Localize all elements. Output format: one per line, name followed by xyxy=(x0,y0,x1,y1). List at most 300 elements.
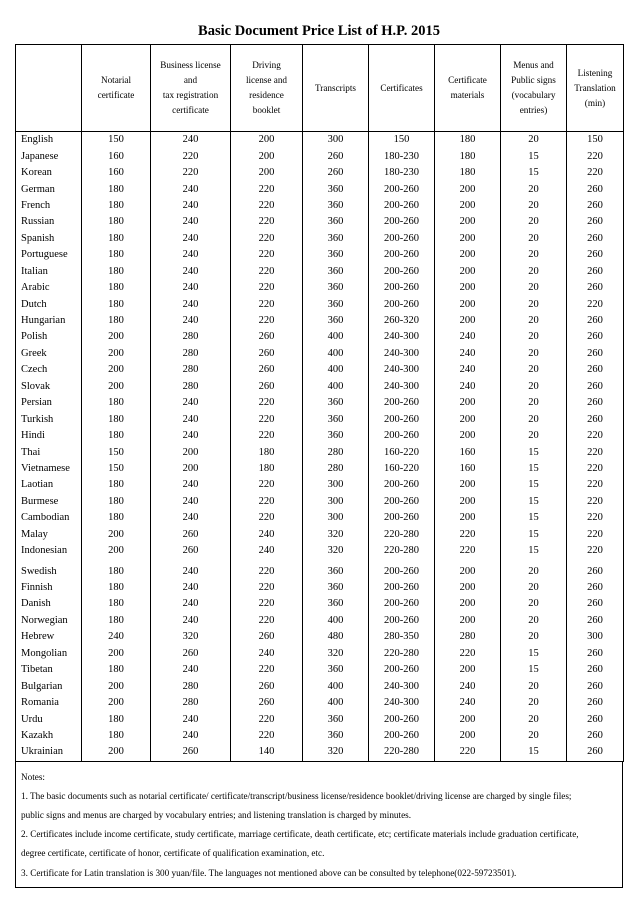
price-cell: 180 xyxy=(82,711,151,727)
price-cell: 200-260 xyxy=(369,510,435,526)
price-table xyxy=(15,44,624,762)
price-cell: 200 xyxy=(435,580,501,596)
table-row xyxy=(16,411,624,427)
language-cell: Thai xyxy=(16,444,82,460)
price-cell: 300 xyxy=(303,510,369,526)
price-cell: 320 xyxy=(303,527,369,543)
header-cell: Transcripts xyxy=(303,45,369,132)
price-cell: 260 xyxy=(567,247,624,263)
price-cell: 240-300 xyxy=(369,379,435,395)
price-cell: 160-220 xyxy=(369,461,435,477)
price-cell: 180 xyxy=(435,132,501,149)
price-cell: 20 xyxy=(501,395,567,411)
table-row xyxy=(16,231,624,247)
price-cell: 240 xyxy=(151,428,231,444)
price-cell: 150 xyxy=(82,461,151,477)
table-row xyxy=(16,444,624,460)
price-cell: 20 xyxy=(501,362,567,378)
price-cell: 360 xyxy=(303,411,369,427)
table-body xyxy=(16,132,624,762)
price-cell: 200-260 xyxy=(369,411,435,427)
price-cell: 20 xyxy=(501,198,567,214)
price-cell: 20 xyxy=(501,629,567,645)
table-row xyxy=(16,728,624,744)
price-cell: 200 xyxy=(435,296,501,312)
price-cell: 180-230 xyxy=(369,148,435,164)
price-cell: 220 xyxy=(231,613,303,629)
price-cell: 220 xyxy=(231,247,303,263)
price-cell: 360 xyxy=(303,214,369,230)
price-cell: 220 xyxy=(231,231,303,247)
price-cell: 200 xyxy=(435,313,501,329)
price-cell: 200-260 xyxy=(369,613,435,629)
page-title: Basic Document Price List of H.P. 2015 xyxy=(198,23,440,39)
language-cell: Dutch xyxy=(16,296,82,312)
price-cell: 220-280 xyxy=(369,646,435,662)
price-cell: 260 xyxy=(567,559,624,579)
language-cell: Urdu xyxy=(16,711,82,727)
price-cell: 260 xyxy=(567,695,624,711)
price-cell: 20 xyxy=(501,264,567,280)
price-cell: 180 xyxy=(82,662,151,678)
language-cell: Portuguese xyxy=(16,247,82,263)
price-cell: 180 xyxy=(82,247,151,263)
price-cell: 240 xyxy=(435,379,501,395)
price-cell: 240 xyxy=(435,329,501,345)
price-cell: 200 xyxy=(435,198,501,214)
price-cell: 240 xyxy=(151,580,231,596)
price-cell: 260 xyxy=(567,711,624,727)
language-cell: Tibetan xyxy=(16,662,82,678)
price-cell: 220 xyxy=(231,596,303,612)
price-cell: 180 xyxy=(82,596,151,612)
price-cell: 200 xyxy=(82,543,151,559)
price-cell: 240 xyxy=(231,646,303,662)
price-cell: 15 xyxy=(501,444,567,460)
price-cell: 200 xyxy=(82,527,151,543)
price-cell: 220 xyxy=(231,296,303,312)
price-cell: 20 xyxy=(501,695,567,711)
price-cell: 220 xyxy=(231,198,303,214)
price-cell: 220 xyxy=(567,494,624,510)
price-cell: 240 xyxy=(151,280,231,296)
note-line: 2. Certificates include income certificate, study certificate, marriage certificate, death certificate, etc; certificate materials include graduation certificate, xyxy=(21,829,579,840)
price-cell: 360 xyxy=(303,580,369,596)
price-cell: 280 xyxy=(151,346,231,362)
language-cell: Kazakh xyxy=(16,728,82,744)
price-cell: 220 xyxy=(231,214,303,230)
price-cell: 20 xyxy=(501,132,567,149)
price-cell: 260 xyxy=(567,728,624,744)
price-cell: 15 xyxy=(501,477,567,493)
price-cell: 260 xyxy=(231,629,303,645)
price-cell: 180 xyxy=(82,580,151,596)
price-cell: 220 xyxy=(231,411,303,427)
price-cell: 200 xyxy=(82,744,151,761)
table-row xyxy=(16,596,624,612)
price-cell: 260 xyxy=(231,379,303,395)
language-cell: Polish xyxy=(16,329,82,345)
price-cell: 200-260 xyxy=(369,428,435,444)
price-cell: 260 xyxy=(303,148,369,164)
price-cell: 200 xyxy=(435,280,501,296)
price-cell: 220 xyxy=(151,148,231,164)
price-cell: 240 xyxy=(151,596,231,612)
price-cell: 360 xyxy=(303,231,369,247)
price-cell: 220 xyxy=(435,527,501,543)
price-cell: 200 xyxy=(435,728,501,744)
header-cell: Driving license and residence booklet xyxy=(231,45,303,132)
price-cell: 180 xyxy=(82,428,151,444)
price-cell: 400 xyxy=(303,329,369,345)
price-cell: 220-280 xyxy=(369,527,435,543)
table-row xyxy=(16,132,624,149)
price-cell: 240 xyxy=(151,395,231,411)
price-cell: 360 xyxy=(303,662,369,678)
price-cell: 20 xyxy=(501,329,567,345)
price-cell: 240 xyxy=(151,231,231,247)
price-cell: 240-300 xyxy=(369,678,435,694)
price-cell: 260 xyxy=(567,613,624,629)
price-cell: 200 xyxy=(435,214,501,230)
header-cell: Notarial certificate xyxy=(82,45,151,132)
header-cell-language xyxy=(16,45,82,132)
price-cell: 240 xyxy=(151,728,231,744)
price-cell: 260 xyxy=(231,329,303,345)
language-cell: Hungarian xyxy=(16,313,82,329)
price-cell: 360 xyxy=(303,181,369,197)
price-cell: 200 xyxy=(231,132,303,149)
table-row xyxy=(16,395,624,411)
price-cell: 180 xyxy=(82,181,151,197)
language-cell: Spanish xyxy=(16,231,82,247)
language-cell: Greek xyxy=(16,346,82,362)
price-cell: 220 xyxy=(567,444,624,460)
price-cell: 200-260 xyxy=(369,559,435,579)
price-cell: 180 xyxy=(82,214,151,230)
price-cell: 150 xyxy=(369,132,435,149)
notes-box xyxy=(15,762,623,888)
price-cell: 200 xyxy=(435,711,501,727)
price-cell: 200 xyxy=(82,346,151,362)
price-cell: 200-260 xyxy=(369,494,435,510)
price-cell: 180 xyxy=(82,231,151,247)
price-cell: 200 xyxy=(435,596,501,612)
price-cell: 220 xyxy=(231,711,303,727)
price-cell: 240 xyxy=(151,477,231,493)
price-cell: 220-280 xyxy=(369,543,435,559)
price-cell: 240 xyxy=(151,214,231,230)
price-cell: 200 xyxy=(231,148,303,164)
price-cell: 20 xyxy=(501,296,567,312)
price-cell: 260 xyxy=(231,362,303,378)
price-cell: 240 xyxy=(82,629,151,645)
price-cell: 20 xyxy=(501,711,567,727)
price-cell: 260 xyxy=(567,646,624,662)
price-cell: 200 xyxy=(435,428,501,444)
price-cell: 20 xyxy=(501,678,567,694)
table-row xyxy=(16,613,624,629)
price-cell: 360 xyxy=(303,596,369,612)
price-cell: 200-260 xyxy=(369,198,435,214)
price-cell: 220 xyxy=(567,148,624,164)
price-cell: 280 xyxy=(151,329,231,345)
price-cell: 260 xyxy=(567,662,624,678)
price-cell: 360 xyxy=(303,296,369,312)
price-cell: 300 xyxy=(303,494,369,510)
table-row xyxy=(16,744,624,761)
price-cell: 180 xyxy=(82,264,151,280)
price-cell: 220 xyxy=(231,313,303,329)
price-cell: 180 xyxy=(82,494,151,510)
price-cell: 240 xyxy=(151,494,231,510)
price-cell: 200 xyxy=(82,646,151,662)
table-row xyxy=(16,494,624,510)
price-cell: 20 xyxy=(501,247,567,263)
price-cell: 280 xyxy=(151,379,231,395)
table-row xyxy=(16,181,624,197)
language-cell: Finnish xyxy=(16,580,82,596)
price-cell: 15 xyxy=(501,494,567,510)
price-cell: 240-300 xyxy=(369,346,435,362)
header-cell: Certificate materials xyxy=(435,45,501,132)
price-cell: 240 xyxy=(435,695,501,711)
price-cell: 400 xyxy=(303,695,369,711)
price-cell: 240 xyxy=(151,132,231,149)
price-cell: 220-280 xyxy=(369,744,435,761)
price-cell: 200 xyxy=(231,165,303,181)
price-cell: 200-260 xyxy=(369,280,435,296)
price-cell: 220 xyxy=(231,395,303,411)
price-cell: 20 xyxy=(501,428,567,444)
price-cell: 200 xyxy=(435,247,501,263)
price-cell: 260 xyxy=(567,280,624,296)
price-cell: 220 xyxy=(231,662,303,678)
language-cell: Czech xyxy=(16,362,82,378)
price-cell: 20 xyxy=(501,613,567,629)
table-row xyxy=(16,527,624,543)
price-cell: 220 xyxy=(231,428,303,444)
price-cell: 360 xyxy=(303,395,369,411)
price-cell: 20 xyxy=(501,313,567,329)
table-row xyxy=(16,247,624,263)
price-cell: 20 xyxy=(501,231,567,247)
price-cell: 180 xyxy=(82,198,151,214)
price-cell: 180 xyxy=(82,280,151,296)
price-cell: 260 xyxy=(231,695,303,711)
price-cell: 260 xyxy=(567,580,624,596)
note-line: public signs and menus are charged by vocabulary entries; and listening translation is charged by minutes. xyxy=(21,810,412,821)
price-cell: 20 xyxy=(501,596,567,612)
price-cell: 300 xyxy=(303,477,369,493)
price-cell: 360 xyxy=(303,280,369,296)
language-cell: Turkish xyxy=(16,411,82,427)
price-cell: 180 xyxy=(82,411,151,427)
price-cell: 180 xyxy=(435,165,501,181)
language-cell: Malay xyxy=(16,527,82,543)
language-cell: Russian xyxy=(16,214,82,230)
price-cell: 140 xyxy=(231,744,303,761)
table-row xyxy=(16,296,624,312)
price-cell: 20 xyxy=(501,280,567,296)
price-cell: 260 xyxy=(567,596,624,612)
price-cell: 260 xyxy=(151,646,231,662)
price-cell: 240 xyxy=(231,543,303,559)
price-cell: 200-260 xyxy=(369,477,435,493)
price-cell: 240 xyxy=(151,510,231,526)
price-cell: 220 xyxy=(231,510,303,526)
price-cell: 180 xyxy=(231,444,303,460)
price-cell: 160-220 xyxy=(369,444,435,460)
header-cell: Listening Translation (min) xyxy=(567,45,624,132)
price-cell: 360 xyxy=(303,428,369,444)
language-cell: Italian xyxy=(16,264,82,280)
language-cell: Danish xyxy=(16,596,82,612)
price-cell: 20 xyxy=(501,181,567,197)
price-cell: 200-260 xyxy=(369,662,435,678)
price-cell: 15 xyxy=(501,744,567,761)
price-cell: 260 xyxy=(151,527,231,543)
price-cell: 280-350 xyxy=(369,629,435,645)
price-cell: 150 xyxy=(82,132,151,149)
price-cell: 260 xyxy=(567,379,624,395)
price-cell: 200 xyxy=(82,379,151,395)
price-cell: 220 xyxy=(567,543,624,559)
price-cell: 240 xyxy=(151,181,231,197)
price-cell: 400 xyxy=(303,379,369,395)
price-cell: 220 xyxy=(567,510,624,526)
price-cell: 240 xyxy=(151,313,231,329)
price-cell: 15 xyxy=(501,662,567,678)
table-row xyxy=(16,313,624,329)
price-cell: 320 xyxy=(151,629,231,645)
price-cell: 320 xyxy=(303,646,369,662)
price-cell: 280 xyxy=(151,678,231,694)
price-cell: 180 xyxy=(82,559,151,579)
price-cell: 200 xyxy=(82,678,151,694)
price-cell: 20 xyxy=(501,580,567,596)
language-cell: Norwegian xyxy=(16,613,82,629)
price-cell: 260 xyxy=(231,678,303,694)
price-cell: 15 xyxy=(501,646,567,662)
table-row xyxy=(16,477,624,493)
language-cell: Vietnamese xyxy=(16,461,82,477)
price-cell: 160 xyxy=(82,165,151,181)
price-cell: 200 xyxy=(435,477,501,493)
price-cell: 260 xyxy=(567,313,624,329)
price-cell: 200-260 xyxy=(369,181,435,197)
table-row xyxy=(16,695,624,711)
table-row xyxy=(16,510,624,526)
price-cell: 200-260 xyxy=(369,580,435,596)
table-row xyxy=(16,678,624,694)
price-cell: 360 xyxy=(303,247,369,263)
price-cell: 280 xyxy=(303,444,369,460)
table-row xyxy=(16,329,624,345)
header-cell: Business license and tax registration certificate xyxy=(151,45,231,132)
price-cell: 180 xyxy=(82,728,151,744)
price-cell: 200 xyxy=(435,264,501,280)
price-cell: 360 xyxy=(303,198,369,214)
price-cell: 240 xyxy=(435,362,501,378)
price-cell: 220 xyxy=(567,461,624,477)
notes-heading: Notes: xyxy=(21,771,45,782)
price-cell: 20 xyxy=(501,379,567,395)
table-row xyxy=(16,629,624,645)
price-cell: 360 xyxy=(303,264,369,280)
price-cell: 220 xyxy=(231,477,303,493)
price-cell: 200 xyxy=(435,411,501,427)
price-cell: 240 xyxy=(151,613,231,629)
table-row xyxy=(16,580,624,596)
price-cell: 20 xyxy=(501,559,567,579)
price-cell: 200-260 xyxy=(369,395,435,411)
header-cell: Menus and Public signs (vocabulary entries) xyxy=(501,45,567,132)
language-cell: Burmese xyxy=(16,494,82,510)
price-cell: 200 xyxy=(435,613,501,629)
price-cell: 200 xyxy=(151,444,231,460)
price-cell: 240 xyxy=(435,678,501,694)
price-cell: 260 xyxy=(567,744,624,761)
price-cell: 15 xyxy=(501,461,567,477)
table-row xyxy=(16,559,624,579)
table-row xyxy=(16,148,624,164)
language-cell: Mongolian xyxy=(16,646,82,662)
price-cell: 260-320 xyxy=(369,313,435,329)
note-line: 3. Certificate for Latin translation is 300 yuan/file. The languages not mentioned above can be consulted by telephone(022-59723501). xyxy=(21,867,517,878)
price-cell: 200-260 xyxy=(369,231,435,247)
price-cell: 220 xyxy=(435,543,501,559)
price-cell: 150 xyxy=(82,444,151,460)
price-cell: 280 xyxy=(303,461,369,477)
price-cell: 260 xyxy=(151,543,231,559)
language-cell: Persian xyxy=(16,395,82,411)
price-cell: 400 xyxy=(303,678,369,694)
language-cell: Indonesian xyxy=(16,543,82,559)
price-cell: 200-260 xyxy=(369,264,435,280)
price-cell: 220 xyxy=(231,494,303,510)
price-cell: 400 xyxy=(303,613,369,629)
price-cell: 300 xyxy=(303,132,369,149)
price-cell: 150 xyxy=(567,132,624,149)
table-row xyxy=(16,543,624,559)
price-cell: 260 xyxy=(231,346,303,362)
price-cell: 180 xyxy=(82,296,151,312)
price-cell: 200-260 xyxy=(369,596,435,612)
price-cell: 180 xyxy=(231,461,303,477)
price-cell: 180-230 xyxy=(369,165,435,181)
price-cell: 400 xyxy=(303,362,369,378)
language-cell: Romania xyxy=(16,695,82,711)
price-cell: 180 xyxy=(82,613,151,629)
price-cell: 360 xyxy=(303,559,369,579)
price-cell: 260 xyxy=(567,181,624,197)
price-cell: 15 xyxy=(501,527,567,543)
price-cell: 200 xyxy=(82,362,151,378)
price-cell: 360 xyxy=(303,711,369,727)
language-cell: Hebrew xyxy=(16,629,82,645)
table-row xyxy=(16,198,624,214)
language-cell: French xyxy=(16,198,82,214)
price-cell: 200 xyxy=(435,395,501,411)
price-cell: 240 xyxy=(151,662,231,678)
table-row xyxy=(16,662,624,678)
language-cell: Arabic xyxy=(16,280,82,296)
price-cell: 240-300 xyxy=(369,362,435,378)
price-cell: 15 xyxy=(501,165,567,181)
price-cell: 200-260 xyxy=(369,711,435,727)
language-cell: Swedish xyxy=(16,559,82,579)
